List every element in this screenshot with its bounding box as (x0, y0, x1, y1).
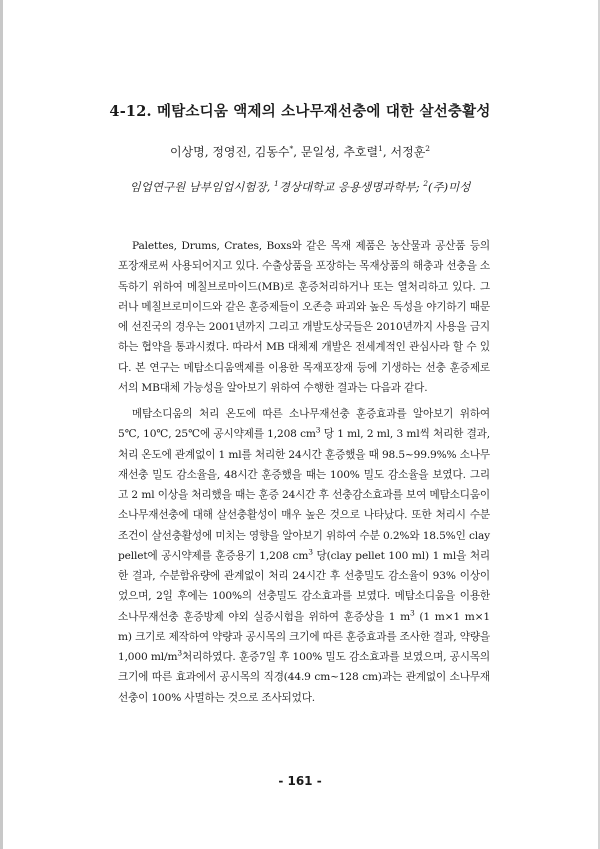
author-names-2: , 문일성, 추호렬 (293, 145, 379, 159)
affiliation-2: 경상대학교 응용생명과학부; (278, 180, 424, 194)
results-text-c: 당(clay pellet 100 ml) 1 ml을 처리한 결과, 수분함유량에 관계없이 처리 24시간 후 선충밀도 감소율이 93% 이상이었으며, 2일 후에는 100%의 선충밀도 감소효과를 보였다. 메탐소디움을 이용한 소나무재선충 훈증방제 야외 실증시험을 위하여 훈증상을 1 m (118, 549, 490, 623)
results-text-a: 메탐소디움의 처리 온도에 따른 소나무재선충 훈증효과를 알아보기 위하여 5℃, 10℃, 25℃에 공시약제를 1,208 cm (118, 408, 490, 441)
affiliation-sup-1: 1 (273, 179, 279, 189)
results-text-e: 처리하였다. 훈증7일 후 100% 밀도 감소효과를 보였으며, 공시목의 크기에 따른 효과에서 공시목의 직경(44.9 cm~128 cm)과는 관계없이 소나무재선충이 100% 사멸하는 것으로 조사되었다. (118, 651, 490, 704)
results-text-b: 당 1 ml, 2 ml, 3 ml씩 처리한 결과, 처리 온도에 관계없이 1 ml를 처리한 24시간 훈증했을 때 98.5~99.9%% 소나무재선충 밀도 감소율을, 48시간 훈증했을 때는 100% 밀도 감소율을 보였다. 그리고 2 ml 이상을 처리했을 때는 훈증 24시간 후 선충감소효과를 보여 메탐소디움이 소나무재선충에 대해 살선충활성이 매우 높은 것으로 나타났다. 또한 처리시 수분조건이 살선충활성에 미치는 영향을 알아보기 위하여 수분 0.2%와 18.5%인 clay pellet에 공시약제를 훈증용기 1,208 cm (118, 428, 490, 562)
affiliation-mark-1: 1 (378, 144, 383, 153)
affiliation-mark-2: 2 (425, 144, 431, 153)
affiliation-line (0, 179, 600, 195)
scan-edge-left (0, 0, 3, 849)
page-number: - 161 - (278, 774, 322, 788)
affiliation-sup-2: 2 (423, 179, 429, 189)
results-sup-b: 3 (308, 547, 313, 557)
abstract-body (118, 236, 490, 708)
results-sup-a: 3 (315, 425, 321, 435)
results-sup-c: 3 (410, 607, 415, 617)
paragraph-intro: Palettes, Drums, Crates, Boxs와 같은 목재 제품은 농산물과 공산품 등의 포장재로써 사용되어지고 있다. 수출상품을 포장하는 목재상품의 해충과 선충을 소독하기 위하여 메칠브로마이드(MB)로 훈증처리하거나 또는 열처리하고 있다. 그러나 메칠브로미이드와 같은 훈증제들이 오존층 파괴와 높은 독성을 야기하기 때문에 선진국의 경우는 2001년까지 그리고 개발도상국들은 2010년까지 사용을 금지하는 협약을 통과시켰다. 따라서 MB 대체제 개발은 전세계적인 관심사라 할 수 있다. 본 연구는 메탐소디움액제를 이용한 목재포장재 등에 기생하는 선충 훈증제로서의 MB대체 가능성을 알아보기 위하여 수행한 결과는 다음과 같다. (118, 240, 490, 394)
results-text-d: (1 m×1 m×1 m) 크기로 제작하여 약량과 공시목의 크기에 따른 훈증효과를 조사한 결과, 약량을 1,000 ml/m (118, 610, 491, 663)
affiliation-1: 임업연구원 남부임업시험장, (129, 180, 274, 194)
author-names-3: , 서정훈 (382, 145, 426, 159)
affiliation-3: (주)미성 (428, 180, 471, 194)
author-names-1: 이상명, 정영진, 김동수 (169, 145, 290, 159)
corresponding-mark: * (289, 144, 294, 153)
results-sup-d: 3 (177, 648, 182, 658)
author-list (0, 143, 600, 160)
paragraph-results (118, 404, 490, 708)
paper-title: 4-12. 메탐소디움 액제의 소나무재선충에 대한 살선충활성 (109, 103, 491, 120)
